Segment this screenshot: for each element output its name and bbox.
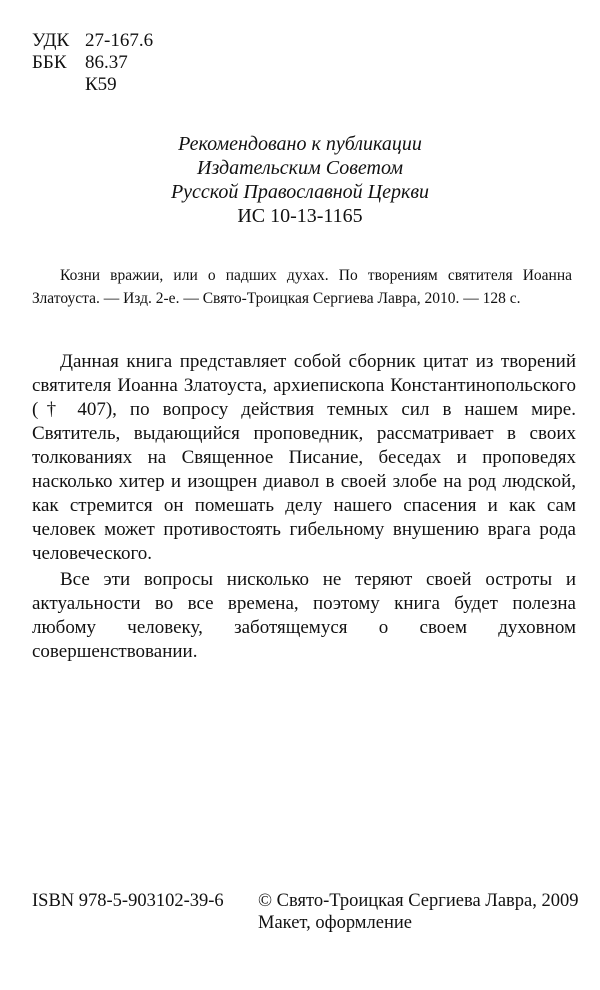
udk-label: УДК — [32, 30, 70, 51]
author-mark: К59 — [85, 74, 117, 95]
udk-value: 27-167.6 — [85, 30, 154, 51]
bbk-row — [32, 52, 153, 74]
recommendation-block — [0, 132, 600, 228]
annotation-paragraph-1: Данная книга представляет собой сборник цитат из творений святителя Иоанна Златоуста, архиепископа Константинопольского († 407), по вопросу действия темных сил в нашем мире. Святитель, выдающийся проповедник, рассматривает в своих толкованиях на Священное Писание, беседах и проповедях насколько хитер и изощрен диавол в своей злобе на род людской, как стремится он помешать делу нашего спасения и как сам человек может противостоять гибельному внушению врага рода человеческого. — [32, 351, 576, 564]
recommendation-line-2: Издательским Советом — [197, 157, 403, 179]
bbk-label: ББК — [32, 52, 67, 73]
copyright-block — [258, 890, 578, 934]
isbn: ISBN 978-5-903102-39-6 — [32, 891, 224, 911]
annotation — [32, 350, 576, 664]
annotation-paragraph-2: Все эти вопросы нисколько не теряют своей остроты и актуальности во все времена, поэтому книга будет полезна любому человеку, заботящемуся о своем духовном совершенствовании. — [32, 569, 576, 662]
layout-credit-line: Макет, оформление — [258, 913, 412, 933]
copyright-line: © Свято-Троицкая Сергиева Лавра, 2009 — [258, 891, 579, 911]
author-mark-row — [32, 74, 153, 96]
recommendation-number: ИС 10-13-1165 — [237, 205, 363, 227]
recommendation-line-3: Русской Православной Церкви — [170, 181, 430, 203]
classification-block — [32, 30, 153, 96]
recommendation-line-1: Рекомендовано к публикации — [178, 133, 422, 155]
udk-row — [32, 30, 153, 52]
bbk-value: 86.37 — [85, 52, 128, 73]
bibliographic-reference: Козни вражии, или о падших духах. По творениям святителя Иоанна Златоуста. — Изд. 2-е. — Свято-Троицкая Сергиева Лавра, 2010. — 128 с. — [32, 267, 572, 307]
